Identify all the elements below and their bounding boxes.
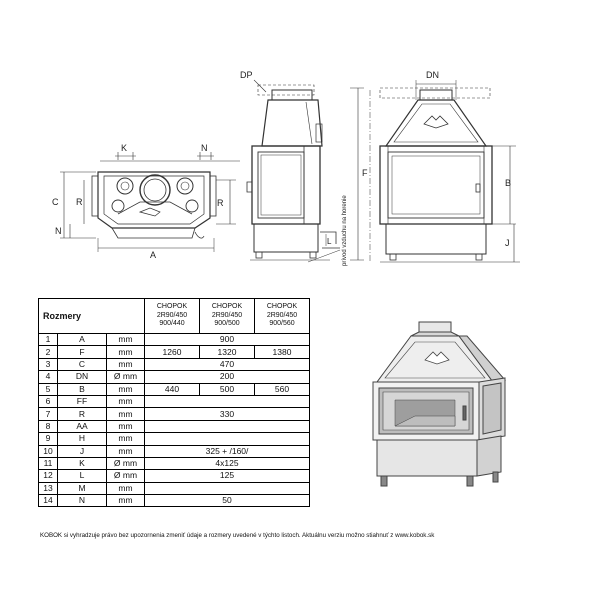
dimension-value: 900 [145, 334, 310, 346]
row-number: 13 [39, 482, 58, 494]
row-number: 11 [39, 457, 58, 469]
dimension-unit: mm [107, 358, 145, 370]
label-dn: DN [426, 70, 439, 80]
dimensions-table [38, 298, 310, 507]
disclaimer-text: KOBOK si vyhradzuje právo bez upozornenia zmeniť údaje a rozmery uvedené v týchto listoch. Aktuálnu verziu možno stiahnuť z www.kobok.sk [40, 532, 435, 539]
dimension-name: FF [58, 395, 107, 407]
model-header-line: 900/560 [269, 320, 295, 328]
dimension-value: 500 [200, 383, 255, 395]
dimension-name: B [58, 383, 107, 395]
dimension-unit: mm [107, 482, 145, 494]
dimension-value: 1380 [255, 346, 310, 358]
air-supply-note: prívod vzduchu na horenie [342, 195, 348, 266]
dimension-value: 330 [145, 408, 310, 420]
table-row [39, 371, 310, 383]
model-header [145, 299, 200, 334]
table-row [39, 334, 310, 346]
table-row [39, 358, 310, 370]
row-number: 7 [39, 408, 58, 420]
table-row [39, 433, 310, 445]
label-j: J [505, 238, 510, 248]
label-c: C [52, 197, 59, 207]
dimension-value: 1260 [145, 346, 200, 358]
table-row [39, 383, 310, 395]
dimension-value [145, 482, 310, 494]
dimension-unit: mm [107, 495, 145, 507]
dimension-unit: Ø mm [107, 457, 145, 469]
table-row [39, 495, 310, 507]
table-row [39, 395, 310, 407]
dimension-value [145, 420, 310, 432]
dimension-unit: mm [107, 395, 145, 407]
dimension-value [145, 433, 310, 445]
model-header [200, 299, 255, 334]
row-number: 1 [39, 334, 58, 346]
table-row [39, 470, 310, 482]
dimension-unit: mm [107, 433, 145, 445]
dimension-unit: mm [107, 445, 145, 457]
model-header-line: 2R90/450 [211, 311, 243, 319]
row-number: 12 [39, 470, 58, 482]
row-number: 2 [39, 346, 58, 358]
dimension-value [145, 395, 310, 407]
label-l: L [327, 237, 332, 246]
dimension-name: J [58, 445, 107, 457]
dimension-value: 4x125 [145, 457, 310, 469]
dimension-value: 560 [255, 383, 310, 395]
dimension-name: DN [58, 371, 107, 383]
dimension-name: AA [58, 420, 107, 432]
label-k: K [121, 143, 128, 153]
model-header-line: 900/500 [214, 320, 240, 328]
dimension-name: C [58, 358, 107, 370]
table-row [39, 420, 310, 432]
table-row [39, 457, 310, 469]
label-n-top: N [201, 143, 208, 153]
dimension-unit: Ø mm [107, 371, 145, 383]
table-row [39, 346, 310, 358]
dimension-value: 325 + /160/ [145, 445, 310, 457]
row-number: 9 [39, 433, 58, 445]
dimension-name: M [58, 482, 107, 494]
dimension-value: 1320 [200, 346, 255, 358]
front-view-drawing [370, 70, 520, 262]
fireplace-3d-render [355, 320, 515, 500]
row-number: 5 [39, 383, 58, 395]
table-title: Rozmery [39, 299, 145, 334]
table-row [39, 445, 310, 457]
label-n-left: N [55, 226, 62, 236]
table-row [39, 482, 310, 494]
table-header-row [39, 299, 310, 334]
label-r-right: R [217, 198, 224, 208]
row-number: 8 [39, 420, 58, 432]
dimension-unit: mm [107, 346, 145, 358]
table-row [39, 408, 310, 420]
dimension-name: H [58, 433, 107, 445]
model-header-line: 2R90/450 [156, 311, 188, 319]
top-view-drawing [52, 143, 240, 260]
dimension-unit: mm [107, 383, 145, 395]
dimension-name: R [58, 408, 107, 420]
technical-drawings [0, 0, 600, 290]
dimension-name: N [58, 495, 107, 507]
dimension-value: 200 [145, 371, 310, 383]
dimension-unit: mm [107, 334, 145, 346]
side-view-drawing [240, 70, 368, 266]
dimension-name: L [58, 470, 107, 482]
dimension-unit: mm [107, 420, 145, 432]
dimension-unit: Ø mm [107, 470, 145, 482]
dimension-unit: mm [107, 408, 145, 420]
row-number: 6 [39, 395, 58, 407]
dimension-value: 50 [145, 495, 310, 507]
dimension-name: F [58, 346, 107, 358]
label-a: A [150, 250, 157, 260]
model-header-line: CHOPOK [211, 303, 243, 311]
model-header-line: 900/440 [159, 320, 185, 328]
row-number: 10 [39, 445, 58, 457]
dimension-value: 440 [145, 383, 200, 395]
label-r-left: R [76, 197, 83, 207]
row-number: 14 [39, 495, 58, 507]
model-header-line: CHOPOK [266, 303, 298, 311]
model-header-line: CHOPOK [156, 303, 188, 311]
dimension-name: A [58, 334, 107, 346]
dimension-name: K [58, 457, 107, 469]
label-f: F [362, 168, 368, 178]
model-header-line: 2R90/450 [266, 311, 298, 319]
model-header [255, 299, 310, 334]
label-b: B [505, 178, 512, 188]
dimension-value: 125 [145, 470, 310, 482]
row-number: 4 [39, 371, 58, 383]
row-number: 3 [39, 358, 58, 370]
dimension-value: 470 [145, 358, 310, 370]
label-dp: DP [240, 70, 253, 80]
